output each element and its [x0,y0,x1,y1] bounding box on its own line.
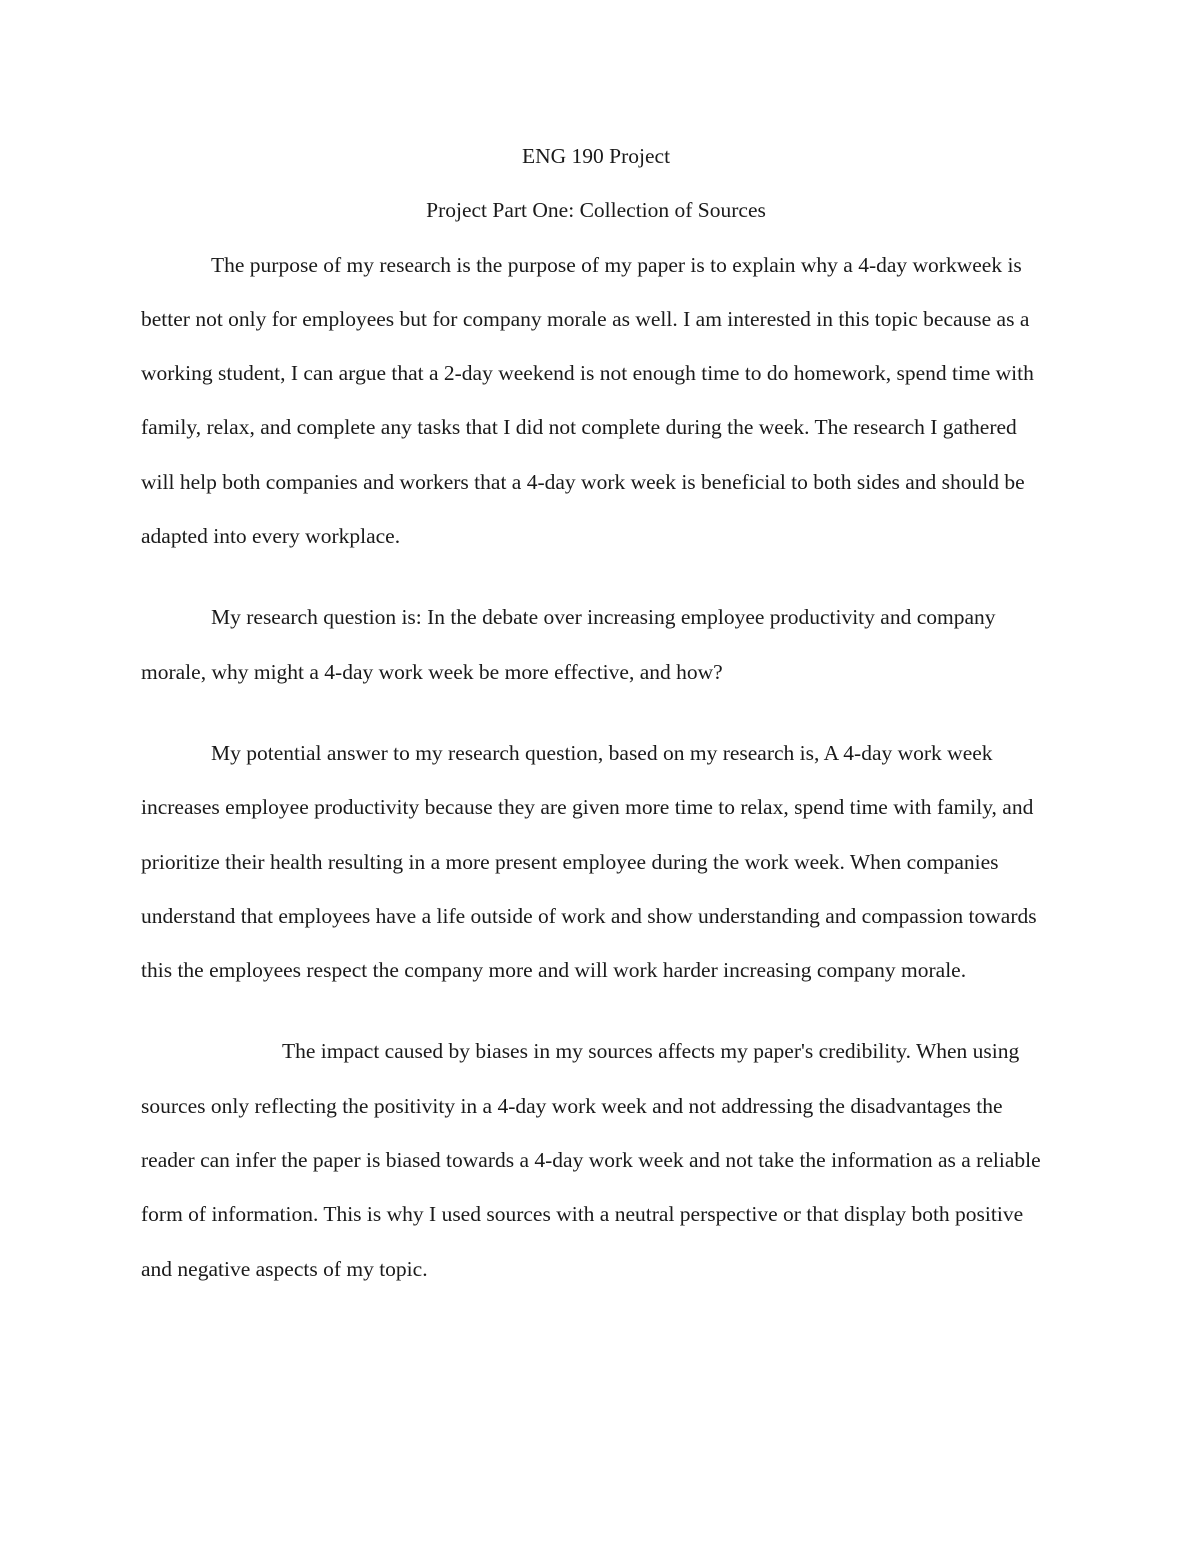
document-body [141,129,1051,1296]
paragraph-potential-answer: My potential answer to my research question, based on my research is, A 4-day work week increases employee productivity because they are given more time to relax, spend time with family, and prioritize their health resulting in a more present employee during the work week. When companies understand that employees have a life outside of work and show understanding and compassion towards this the employees respect the company more and will work harder increasing company morale. [141,740,1037,983]
paragraph-purpose: The purpose of my research is the purpose of my paper is to explain why a 4-day workweek is better not only for employees but for company morale as well. I am interested in this topic because as a working student, I can argue that a 2-day weekend is not enough time to do homework, spend time with family, relax, and complete any tasks that I did not complete during the week. The research I gathered will help both companies and workers that a 4-day work week is beneficial to both sides and should be adapted into every workplace. [141,252,1034,549]
document-subtitle: Project Part One: Collection of Sources [426,198,766,223]
paragraph-bias-impact: The impact caused by biases in my sources affects my paper's credibility. When using sources only reflecting the positivity in a 4-day work week and not addressing the disadvantages the reader can infer the paper is biased towards a 4-day work week and not take the information as a reliable form of information. This is why I used sources with a neutral perspective or that display both positive and negative aspects of my topic. [141,1039,1041,1281]
paragraph-research-question: My research question is: In the debate over increasing employee productivity and company morale, why might a 4-day work week be more effective, and how? [141,605,996,684]
document-title: ENG 190 Project [521,144,671,168]
